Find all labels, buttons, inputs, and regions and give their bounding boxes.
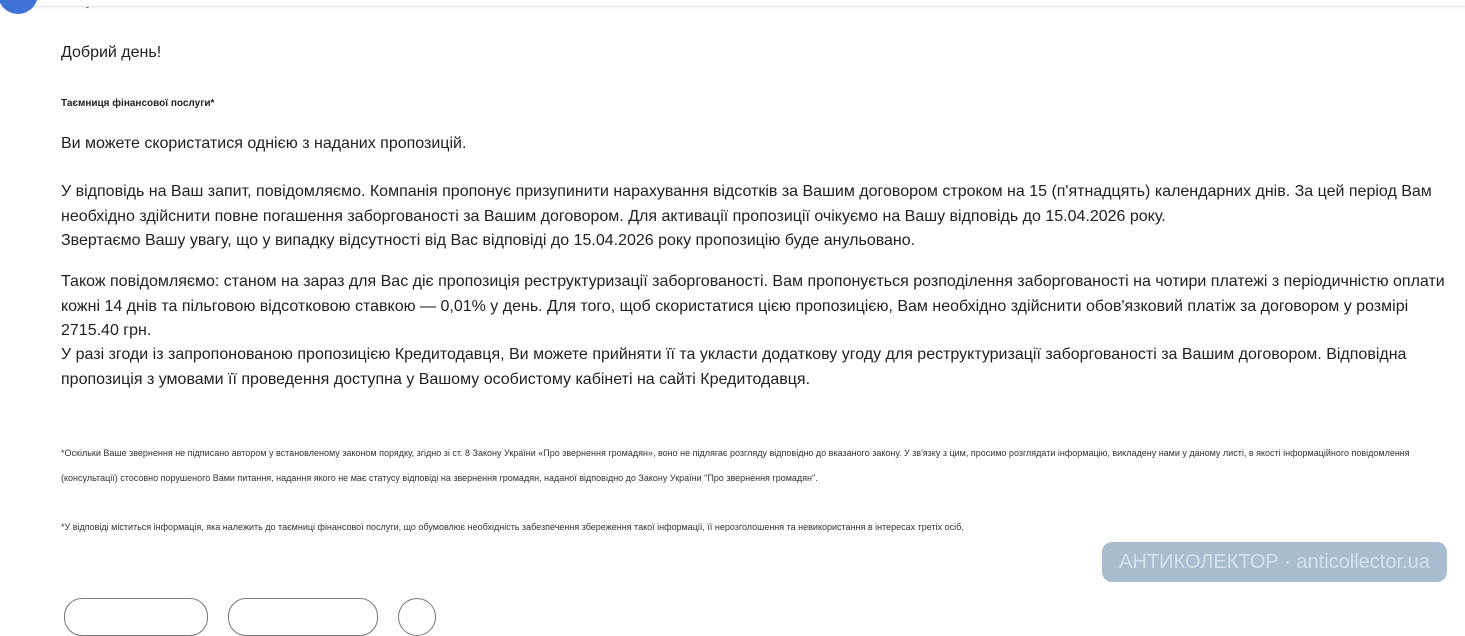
header-bar: [0, 0, 1465, 7]
paragraph-restructuring-offer: Також повідомляємо: станом на зараз для Вас діє пропозиція реструктуризації заборгованості. Вам пропонується розподілення заборгованості на чотири платежі з періодичністю оплати кожні 14 днів та пільговою відсотковою ставкою — 0,01% у день. Для того, щоб скористатися цією пропозицією, Вам необхідно здійснити обов'язковий платіж за договором у розмірі 2715.40 грн.: [61, 273, 1445, 339]
secret-title: Таємниця фінансової послуги*: [61, 98, 215, 109]
paragraph-agreement-info: У разі згоди із запропонованою пропозицією Кредитодавця, Ви можете прийняти її та укласти додаткову угоду для реструктуризації заборгованості за Вашим договором. Відповідна пропозиція з умовами її проведення доступна у Вашому особистому кабінеті на сайті Кредитодавця.: [61, 346, 1407, 388]
sender-avatar[interactable]: [0, 0, 38, 14]
reply-button[interactable]: [64, 598, 208, 636]
footnote-unsigned-appeal: *Оскільки Ваше звернення не підписано автором у встановленому законом порядку, згідно зі ст. 8 Закону України «Про звернення громадян», воно не підлягає розгляду відповідно до вказаного закону. У зв'язку з цим, просимо розглядати інформацію, викладену нами у даному листі, в якості інформаційного повідомлення (консультації) стосовно порушеного Вами питання, надання якого не має статусу відповіді на звернення громадян, наданої відповідно до Закону України "Про звернення громадян".: [61, 448, 1410, 483]
footnote-financial-secret: *У відповіді міститься інформація, яка належить до таємниці фінансової послуги, що обумовлює необхідність забезпечення збереження такої інформації, її нерозголошення та невикористання в інтересах третіх осіб.: [61, 522, 964, 532]
paragraph-intro: Ви можете скористатися однією з наданих пропозицій.: [61, 135, 467, 152]
emoji-reaction-button[interactable]: [398, 598, 436, 636]
forward-button[interactable]: [228, 598, 378, 636]
paragraph-suspension-offer: У відповідь на Ваш запит, повідомляємо. Компанія пропонує призупинити нарахування відсотків за Вашим договором строком на 15 (п'ятнадцять) календарних днів. За цей період Вам необхідно здійснити повне погашення заборгованості за Вашим договором. Для активації пропозиції очікуємо на Вашу відповідь до 15.04.2026 року.: [61, 183, 1432, 225]
watermark-badge: АНТИКОЛЕКТОР · anticollector.ua: [1102, 542, 1447, 582]
paragraph-cancellation-notice: Звертаємо Вашу увагу, що у випадку відсутності від Вас відповіді до 15.04.2026 року пропозицію буде анульовано.: [61, 232, 916, 249]
greeting: Добрий день!: [61, 44, 162, 61]
